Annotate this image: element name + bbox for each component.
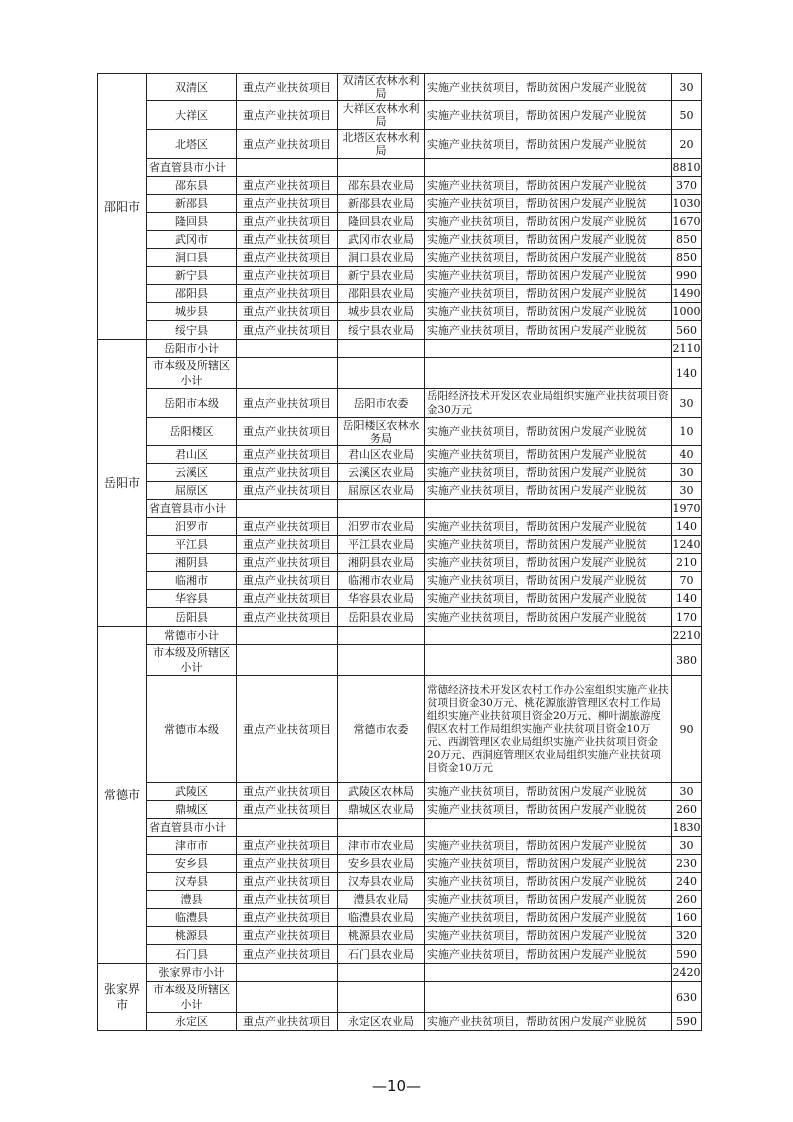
desc-cell: 实施产业扶贫项目，帮助贫困户发展产业脱贫 bbox=[425, 130, 672, 159]
amount-cell: 2420 bbox=[672, 964, 702, 982]
city-cell: 张家界市 bbox=[98, 964, 147, 1031]
dept-cell: 北塔区农林水利局 bbox=[338, 130, 425, 159]
area-cell: 临澧县 bbox=[147, 909, 237, 927]
dept-cell: 城步县农业局 bbox=[338, 303, 425, 321]
dept-cell: 湘阴县农业局 bbox=[338, 554, 425, 572]
area-cell: 省直管县市小计 bbox=[147, 159, 237, 177]
table-row bbox=[98, 1013, 702, 1031]
amount-cell: 1490 bbox=[672, 285, 702, 303]
category-cell: 重点产业扶贫项目 bbox=[237, 303, 338, 321]
category-cell: 重点产业扶贫项目 bbox=[237, 389, 338, 418]
amount-cell: 30 bbox=[672, 464, 702, 482]
area-cell: 常德市本级 bbox=[147, 676, 237, 783]
desc-cell: 实施产业扶贫项目，帮助贫困户发展产业脱贫 bbox=[425, 855, 672, 873]
dept-cell: 洞口县农业局 bbox=[338, 249, 425, 267]
dept-cell bbox=[338, 645, 425, 676]
amount-cell: 10 bbox=[672, 418, 702, 446]
dept-cell: 新宁县农业局 bbox=[338, 267, 425, 285]
desc-cell bbox=[425, 358, 672, 389]
dept-cell bbox=[338, 340, 425, 358]
amount-cell: 1000 bbox=[672, 303, 702, 321]
table-row bbox=[98, 101, 702, 130]
amount-cell: 230 bbox=[672, 855, 702, 873]
dept-cell: 鼎城区农业局 bbox=[338, 801, 425, 819]
table-row bbox=[98, 927, 702, 945]
category-cell: 重点产业扶贫项目 bbox=[237, 676, 338, 783]
desc-cell: 实施产业扶贫项目，帮助贫困户发展产业脱贫 bbox=[425, 837, 672, 855]
area-cell: 云溪区 bbox=[147, 464, 237, 482]
desc-cell: 实施产业扶贫项目，帮助贫困户发展产业脱贫 bbox=[425, 213, 672, 231]
amount-cell: 260 bbox=[672, 891, 702, 909]
dept-cell bbox=[338, 819, 425, 837]
table-row bbox=[98, 873, 702, 891]
amount-cell: 140 bbox=[672, 518, 702, 536]
amount-cell: 1830 bbox=[672, 819, 702, 837]
amount-cell: 320 bbox=[672, 927, 702, 945]
category-cell: 重点产业扶贫项目 bbox=[237, 590, 338, 608]
table-row bbox=[98, 303, 702, 321]
area-cell: 新宁县 bbox=[147, 267, 237, 285]
dept-cell: 邵东县农业局 bbox=[338, 177, 425, 195]
dept-cell: 绥宁县农业局 bbox=[338, 321, 425, 340]
area-cell: 汨罗市 bbox=[147, 518, 237, 536]
dept-cell: 新邵县农业局 bbox=[338, 195, 425, 213]
desc-cell: 实施产业扶贫项目，帮助贫困户发展产业脱贫 bbox=[425, 446, 672, 464]
category-cell: 重点产业扶贫项目 bbox=[237, 873, 338, 891]
category-cell: 重点产业扶贫项目 bbox=[237, 554, 338, 572]
area-cell: 永定区 bbox=[147, 1013, 237, 1031]
desc-cell: 实施产业扶贫项目，帮助贫困户发展产业脱贫 bbox=[425, 285, 672, 303]
dept-cell: 武冈市农业局 bbox=[338, 231, 425, 249]
category-cell: 重点产业扶贫项目 bbox=[237, 101, 338, 130]
amount-cell: 170 bbox=[672, 608, 702, 627]
dept-cell: 石门县农业局 bbox=[338, 945, 425, 964]
table-row bbox=[98, 608, 702, 627]
desc-cell: 实施产业扶贫项目，帮助贫困户发展产业脱贫 bbox=[425, 590, 672, 608]
desc-cell bbox=[425, 964, 672, 982]
desc-cell: 实施产业扶贫项目，帮助贫困户发展产业脱贫 bbox=[425, 536, 672, 554]
table-row bbox=[98, 231, 702, 249]
desc-cell bbox=[425, 982, 672, 1013]
category-cell: 重点产业扶贫项目 bbox=[237, 267, 338, 285]
table-row bbox=[98, 855, 702, 873]
category-cell: 重点产业扶贫项目 bbox=[237, 285, 338, 303]
dept-cell: 临澧县农业局 bbox=[338, 909, 425, 927]
category-cell bbox=[237, 819, 338, 837]
area-cell: 绥宁县 bbox=[147, 321, 237, 340]
area-cell: 隆回县 bbox=[147, 213, 237, 231]
dept-cell: 云溪区农业局 bbox=[338, 464, 425, 482]
desc-cell: 实施产业扶贫项目，帮助贫困户发展产业脱贫 bbox=[425, 1013, 672, 1031]
amount-cell: 1670 bbox=[672, 213, 702, 231]
category-cell bbox=[237, 645, 338, 676]
table-row bbox=[98, 964, 702, 982]
amount-cell: 160 bbox=[672, 909, 702, 927]
area-cell: 常德市小计 bbox=[147, 627, 237, 645]
desc-cell: 实施产业扶贫项目，帮助贫困户发展产业脱贫 bbox=[425, 518, 672, 536]
category-cell: 重点产业扶贫项目 bbox=[237, 249, 338, 267]
category-cell: 重点产业扶贫项目 bbox=[237, 74, 338, 101]
category-cell: 重点产业扶贫项目 bbox=[237, 195, 338, 213]
dept-cell: 津市市农业局 bbox=[338, 837, 425, 855]
area-cell: 岳阳楼区 bbox=[147, 418, 237, 446]
category-cell bbox=[237, 159, 338, 177]
area-cell: 双清区 bbox=[147, 74, 237, 101]
amount-cell: 30 bbox=[672, 837, 702, 855]
table-row bbox=[98, 446, 702, 464]
area-cell: 石门县 bbox=[147, 945, 237, 964]
amount-cell: 1030 bbox=[672, 195, 702, 213]
table-row bbox=[98, 213, 702, 231]
amount-cell: 560 bbox=[672, 321, 702, 340]
dept-cell: 汉寿县农业局 bbox=[338, 873, 425, 891]
area-cell: 华容县 bbox=[147, 590, 237, 608]
dept-cell: 武陵区农林局 bbox=[338, 783, 425, 801]
city-cell: 常德市 bbox=[98, 627, 147, 964]
table-row bbox=[98, 945, 702, 964]
amount-cell: 1240 bbox=[672, 536, 702, 554]
desc-cell: 实施产业扶贫项目，帮助贫困户发展产业脱贫 bbox=[425, 482, 672, 500]
desc-cell bbox=[425, 819, 672, 837]
category-cell: 重点产业扶贫项目 bbox=[237, 945, 338, 964]
category-cell bbox=[237, 627, 338, 645]
category-cell: 重点产业扶贫项目 bbox=[237, 855, 338, 873]
area-cell: 大祥区 bbox=[147, 101, 237, 130]
desc-cell: 实施产业扶贫项目，帮助贫困户发展产业脱贫 bbox=[425, 249, 672, 267]
desc-cell: 实施产业扶贫项目，帮助贫困户发展产业脱贫 bbox=[425, 608, 672, 627]
area-cell: 汉寿县 bbox=[147, 873, 237, 891]
amount-cell: 20 bbox=[672, 130, 702, 159]
amount-cell: 850 bbox=[672, 231, 702, 249]
category-cell: 重点产业扶贫项目 bbox=[237, 446, 338, 464]
amount-cell: 260 bbox=[672, 801, 702, 819]
area-cell: 北塔区 bbox=[147, 130, 237, 159]
table-row bbox=[98, 130, 702, 159]
category-cell: 重点产业扶贫项目 bbox=[237, 464, 338, 482]
table-row bbox=[98, 195, 702, 213]
category-cell: 重点产业扶贫项目 bbox=[237, 837, 338, 855]
amount-cell: 240 bbox=[672, 873, 702, 891]
table-row bbox=[98, 177, 702, 195]
desc-cell: 实施产业扶贫项目，帮助贫困户发展产业脱贫 bbox=[425, 554, 672, 572]
area-cell: 湘阴县 bbox=[147, 554, 237, 572]
dept-cell: 桃源县农业局 bbox=[338, 927, 425, 945]
table-row bbox=[98, 285, 702, 303]
desc-cell: 实施产业扶贫项目，帮助贫困户发展产业脱贫 bbox=[425, 783, 672, 801]
table-row bbox=[98, 518, 702, 536]
area-cell: 屈原区 bbox=[147, 482, 237, 500]
dept-cell: 汨罗市农业局 bbox=[338, 518, 425, 536]
area-cell: 省直管县市小计 bbox=[147, 819, 237, 837]
amount-cell: 370 bbox=[672, 177, 702, 195]
area-cell: 邵阳县 bbox=[147, 285, 237, 303]
area-cell: 临湘市 bbox=[147, 572, 237, 590]
city-cell: 岳阳市 bbox=[98, 340, 147, 627]
dept-cell: 双清区农林水利局 bbox=[338, 74, 425, 101]
amount-cell: 590 bbox=[672, 945, 702, 964]
dept-cell: 澧县农业局 bbox=[338, 891, 425, 909]
desc-cell: 实施产业扶贫项目，帮助贫困户发展产业脱贫 bbox=[425, 891, 672, 909]
desc-cell bbox=[425, 159, 672, 177]
area-cell: 武冈市 bbox=[147, 231, 237, 249]
category-cell: 重点产业扶贫项目 bbox=[237, 783, 338, 801]
table-row bbox=[98, 536, 702, 554]
desc-cell: 常德经济技术开发区农村工作办公室组织实施产业扶贫项目资金30万元、桃花源旅游管理区农村工作局组织实施产业扶贫项目资金20万元、柳叶湖旅游度假区农村工作局组织实施产业扶贫项目资金10万元、西湖管理区农业局组织实施产业扶贫项目资金20万元、西洞庭管理区农业局组织实施产业扶贫项目资金10万元 bbox=[425, 676, 672, 783]
amount-cell: 30 bbox=[672, 783, 702, 801]
category-cell: 重点产业扶贫项目 bbox=[237, 572, 338, 590]
desc-cell: 实施产业扶贫项目，帮助贫困户发展产业脱贫 bbox=[425, 177, 672, 195]
dept-cell: 岳阳县农业局 bbox=[338, 608, 425, 627]
table-row bbox=[98, 819, 702, 837]
table-row bbox=[98, 418, 702, 446]
desc-cell: 实施产业扶贫项目，帮助贫困户发展产业脱贫 bbox=[425, 321, 672, 340]
table-row bbox=[98, 837, 702, 855]
area-cell: 鼎城区 bbox=[147, 801, 237, 819]
desc-cell: 实施产业扶贫项目，帮助贫困户发展产业脱贫 bbox=[425, 74, 672, 101]
desc-cell: 实施产业扶贫项目，帮助贫困户发展产业脱贫 bbox=[425, 101, 672, 130]
desc-cell: 实施产业扶贫项目，帮助贫困户发展产业脱贫 bbox=[425, 945, 672, 964]
table-row bbox=[98, 267, 702, 285]
table-row bbox=[98, 909, 702, 927]
amount-cell: 30 bbox=[672, 389, 702, 418]
area-cell: 市本级及所辖区小计 bbox=[147, 982, 237, 1013]
table-row bbox=[98, 358, 702, 389]
table-row bbox=[98, 159, 702, 177]
area-cell: 城步县 bbox=[147, 303, 237, 321]
category-cell: 重点产业扶贫项目 bbox=[237, 518, 338, 536]
dept-cell bbox=[338, 358, 425, 389]
category-cell bbox=[237, 964, 338, 982]
area-cell: 澧县 bbox=[147, 891, 237, 909]
dept-cell: 华容县农业局 bbox=[338, 590, 425, 608]
funding-table bbox=[97, 73, 702, 1031]
area-cell: 桃源县 bbox=[147, 927, 237, 945]
desc-cell: 实施产业扶贫项目，帮助贫困户发展产业脱贫 bbox=[425, 464, 672, 482]
category-cell: 重点产业扶贫项目 bbox=[237, 213, 338, 231]
table-row bbox=[98, 627, 702, 645]
dept-cell: 邵阳县农业局 bbox=[338, 285, 425, 303]
table-row bbox=[98, 340, 702, 358]
table-row bbox=[98, 482, 702, 500]
table-row bbox=[98, 74, 702, 101]
desc-cell: 实施产业扶贫项目，帮助贫困户发展产业脱贫 bbox=[425, 927, 672, 945]
dept-cell bbox=[338, 964, 425, 982]
table-row bbox=[98, 645, 702, 676]
category-cell: 重点产业扶贫项目 bbox=[237, 927, 338, 945]
desc-cell: 实施产业扶贫项目，帮助贫困户发展产业脱贫 bbox=[425, 303, 672, 321]
area-cell: 安乡县 bbox=[147, 855, 237, 873]
dept-cell: 平江县农业局 bbox=[338, 536, 425, 554]
dept-cell: 岳阳市农委 bbox=[338, 389, 425, 418]
amount-cell: 8810 bbox=[672, 159, 702, 177]
desc-cell: 实施产业扶贫项目，帮助贫困户发展产业脱贫 bbox=[425, 801, 672, 819]
dept-cell: 永定区农业局 bbox=[338, 1013, 425, 1031]
table-row bbox=[98, 590, 702, 608]
amount-cell: 630 bbox=[672, 982, 702, 1013]
category-cell: 重点产业扶贫项目 bbox=[237, 536, 338, 554]
amount-cell: 210 bbox=[672, 554, 702, 572]
table-row bbox=[98, 500, 702, 518]
amount-cell: 140 bbox=[672, 358, 702, 389]
amount-cell: 70 bbox=[672, 572, 702, 590]
category-cell bbox=[237, 500, 338, 518]
amount-cell: 590 bbox=[672, 1013, 702, 1031]
dept-cell bbox=[338, 159, 425, 177]
desc-cell: 实施产业扶贫项目，帮助贫困户发展产业脱贫 bbox=[425, 231, 672, 249]
table-row bbox=[98, 982, 702, 1013]
amount-cell: 90 bbox=[672, 676, 702, 783]
category-cell bbox=[237, 340, 338, 358]
desc-cell: 实施产业扶贫项目，帮助贫困户发展产业脱贫 bbox=[425, 418, 672, 446]
amount-cell: 380 bbox=[672, 645, 702, 676]
category-cell bbox=[237, 358, 338, 389]
area-cell: 市本级及所辖区小计 bbox=[147, 358, 237, 389]
dept-cell: 君山区农业局 bbox=[338, 446, 425, 464]
table-row bbox=[98, 783, 702, 801]
table-row bbox=[98, 801, 702, 819]
amount-cell: 40 bbox=[672, 446, 702, 464]
amount-cell: 50 bbox=[672, 101, 702, 130]
category-cell: 重点产业扶贫项目 bbox=[237, 321, 338, 340]
desc-cell: 实施产业扶贫项目，帮助贫困户发展产业脱贫 bbox=[425, 909, 672, 927]
amount-cell: 1970 bbox=[672, 500, 702, 518]
area-cell: 省直管县市小计 bbox=[147, 500, 237, 518]
category-cell: 重点产业扶贫项目 bbox=[237, 909, 338, 927]
area-cell: 洞口县 bbox=[147, 249, 237, 267]
dept-cell: 隆回县农业局 bbox=[338, 213, 425, 231]
dept-cell bbox=[338, 500, 425, 518]
table-row bbox=[98, 572, 702, 590]
amount-cell: 850 bbox=[672, 249, 702, 267]
dept-cell: 大祥区农林水利局 bbox=[338, 101, 425, 130]
category-cell: 重点产业扶贫项目 bbox=[237, 231, 338, 249]
area-cell: 市本级及所辖区小计 bbox=[147, 645, 237, 676]
area-cell: 岳阳市本级 bbox=[147, 389, 237, 418]
amount-cell: 2210 bbox=[672, 627, 702, 645]
desc-cell bbox=[425, 500, 672, 518]
category-cell: 重点产业扶贫项目 bbox=[237, 891, 338, 909]
table-row bbox=[98, 554, 702, 572]
category-cell: 重点产业扶贫项目 bbox=[237, 801, 338, 819]
desc-cell: 实施产业扶贫项目，帮助贫困户发展产业脱贫 bbox=[425, 195, 672, 213]
desc-cell bbox=[425, 627, 672, 645]
area-cell: 武陵区 bbox=[147, 783, 237, 801]
area-cell: 君山区 bbox=[147, 446, 237, 464]
area-cell: 平江县 bbox=[147, 536, 237, 554]
category-cell bbox=[237, 982, 338, 1013]
city-cell: 邵阳市 bbox=[98, 74, 147, 340]
dept-cell: 临湘市农业局 bbox=[338, 572, 425, 590]
category-cell: 重点产业扶贫项目 bbox=[237, 130, 338, 159]
dept-cell: 屈原区农业局 bbox=[338, 482, 425, 500]
amount-cell: 30 bbox=[672, 482, 702, 500]
amount-cell: 140 bbox=[672, 590, 702, 608]
area-cell: 邵东县 bbox=[147, 177, 237, 195]
amount-cell: 2110 bbox=[672, 340, 702, 358]
dept-cell bbox=[338, 982, 425, 1013]
dept-cell: 安乡县农业局 bbox=[338, 855, 425, 873]
desc-cell: 实施产业扶贫项目，帮助贫困户发展产业脱贫 bbox=[425, 572, 672, 590]
desc-cell: 岳阳经济技术开发区农业局组织实施产业扶贫项目资金30万元 bbox=[425, 389, 672, 418]
amount-cell: 30 bbox=[672, 74, 702, 101]
area-cell: 岳阳县 bbox=[147, 608, 237, 627]
amount-cell: 990 bbox=[672, 267, 702, 285]
dept-cell bbox=[338, 627, 425, 645]
desc-cell: 实施产业扶贫项目，帮助贫困户发展产业脱贫 bbox=[425, 267, 672, 285]
area-cell: 岳阳市小计 bbox=[147, 340, 237, 358]
table-row bbox=[98, 464, 702, 482]
table-row bbox=[98, 891, 702, 909]
category-cell: 重点产业扶贫项目 bbox=[237, 482, 338, 500]
dept-cell: 常德市农委 bbox=[338, 676, 425, 783]
table-row bbox=[98, 389, 702, 418]
dept-cell: 岳阳楼区农林水务局 bbox=[338, 418, 425, 446]
table-row bbox=[98, 676, 702, 783]
page-number: —10— bbox=[371, 1077, 422, 1095]
category-cell: 重点产业扶贫项目 bbox=[237, 1013, 338, 1031]
table-row bbox=[98, 249, 702, 267]
area-cell: 津市市 bbox=[147, 837, 237, 855]
desc-cell bbox=[425, 340, 672, 358]
table-row bbox=[98, 321, 702, 340]
category-cell: 重点产业扶贫项目 bbox=[237, 608, 338, 627]
area-cell: 张家界市小计 bbox=[147, 964, 237, 982]
desc-cell bbox=[425, 645, 672, 676]
area-cell: 新邵县 bbox=[147, 195, 237, 213]
desc-cell: 实施产业扶贫项目，帮助贫困户发展产业脱贫 bbox=[425, 873, 672, 891]
category-cell: 重点产业扶贫项目 bbox=[237, 177, 338, 195]
category-cell: 重点产业扶贫项目 bbox=[237, 418, 338, 446]
